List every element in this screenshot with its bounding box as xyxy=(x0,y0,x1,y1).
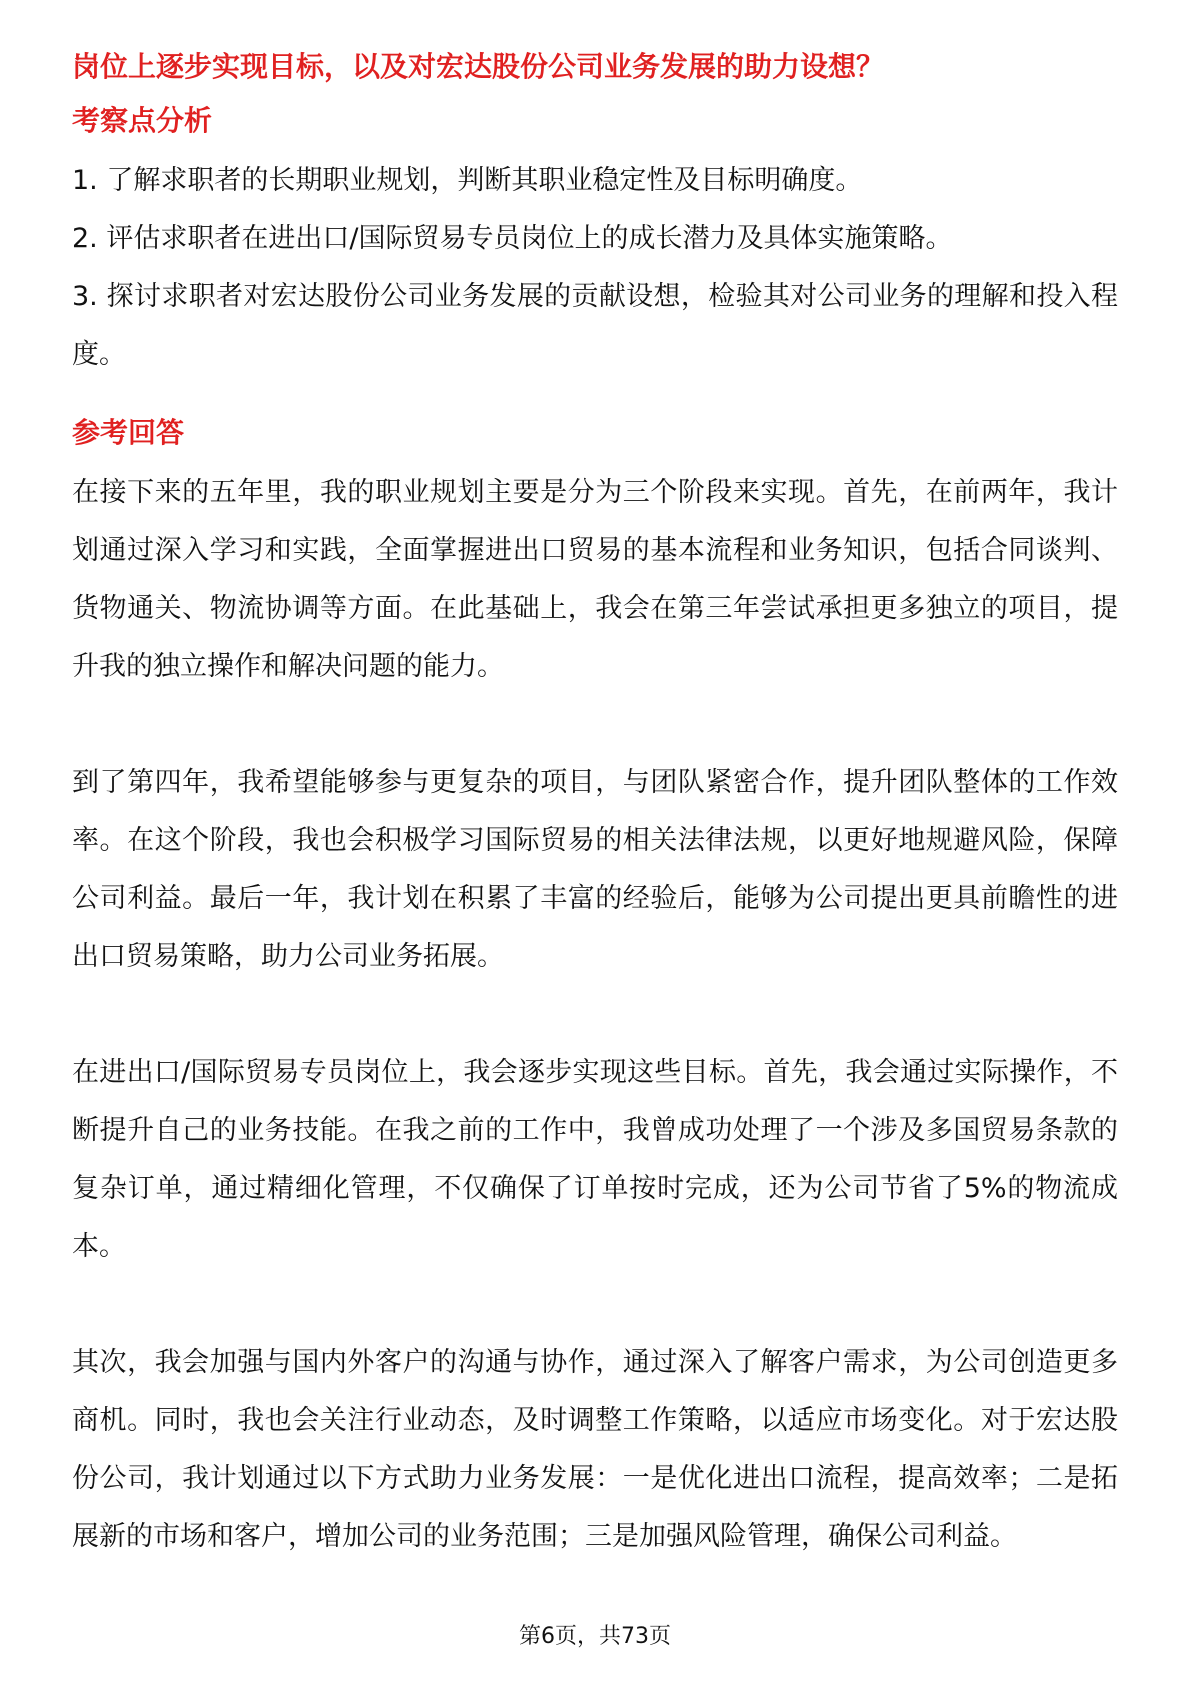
answer-paragraph: 其次，我会加强与国内外客户的沟通与协作，通过深入了解客户需求，为公司创造更多商机。同时，我也会关注行业动态，及时调整工作策略，以适应市场变化。对于宏达股份公司，我计划通过以下方式助力业务发展：一是优化进出口流程，提高效率；二是拓展新的市场和客户，增加公司的业务范围；三是加强风险管理，确保公司利益。 xyxy=(72,1347,1118,1552)
answer-heading: 参考回答 xyxy=(72,416,185,449)
analysis-item: 3. 探讨求职者对宏达股份公司业务发展的贡献设想，检验其对公司业务的理解和投入程度。 xyxy=(72,281,1118,370)
document-page xyxy=(72,44,1118,1566)
analysis-heading: 考察点分析 xyxy=(72,104,213,137)
question-title: 岗位上逐步实现目标，以及对宏达股份公司业务发展的助力设想？ xyxy=(72,50,885,83)
answer-paragraph: 到了第四年，我希望能够参与更复杂的项目，与团队紧密合作，提升团队整体的工作效率。在这个阶段，我也会积极学习国际贸易的相关法律法规，以更好地规避风险，保障公司利益。最后一年，我计划在积累了丰富的经验后，能够为公司提出更具前瞻性的进出口贸易策略，助力公司业务拓展。 xyxy=(72,767,1118,972)
answer-paragraph: 在接下来的五年里，我的职业规划主要是分为三个阶段来实现。首先，在前两年，我计划通过深入学习和实践，全面掌握进出口贸易的基本流程和业务知识，包括合同谈判、货物通关、物流协调等方面。在此基础上，我会在第三年尝试承担更多独立的项目，提升我的独立操作和解决问题的能力。 xyxy=(72,477,1118,682)
analysis-item: 1. 了解求职者的长期职业规划，判断其职业稳定性及目标明确度。 xyxy=(72,165,863,196)
page-number: 第6页，共73页 xyxy=(519,1624,671,1649)
answer-paragraph: 在进出口/国际贸易专员岗位上，我会逐步实现这些目标。首先，我会通过实际操作，不断提升自己的业务技能。在我之前的工作中，我曾成功处理了一个涉及多国贸易条款的复杂订单，通过精细化管理，不仅确保了订单按时完成，还为公司节省了5%的物流成本。 xyxy=(72,1057,1118,1262)
answer-body xyxy=(72,464,1118,1566)
analysis-list xyxy=(72,152,1118,384)
analysis-item: 2. 评估求职者在进出口/国际贸易专员岗位上的成长潜力及具体实施策略。 xyxy=(72,223,953,254)
